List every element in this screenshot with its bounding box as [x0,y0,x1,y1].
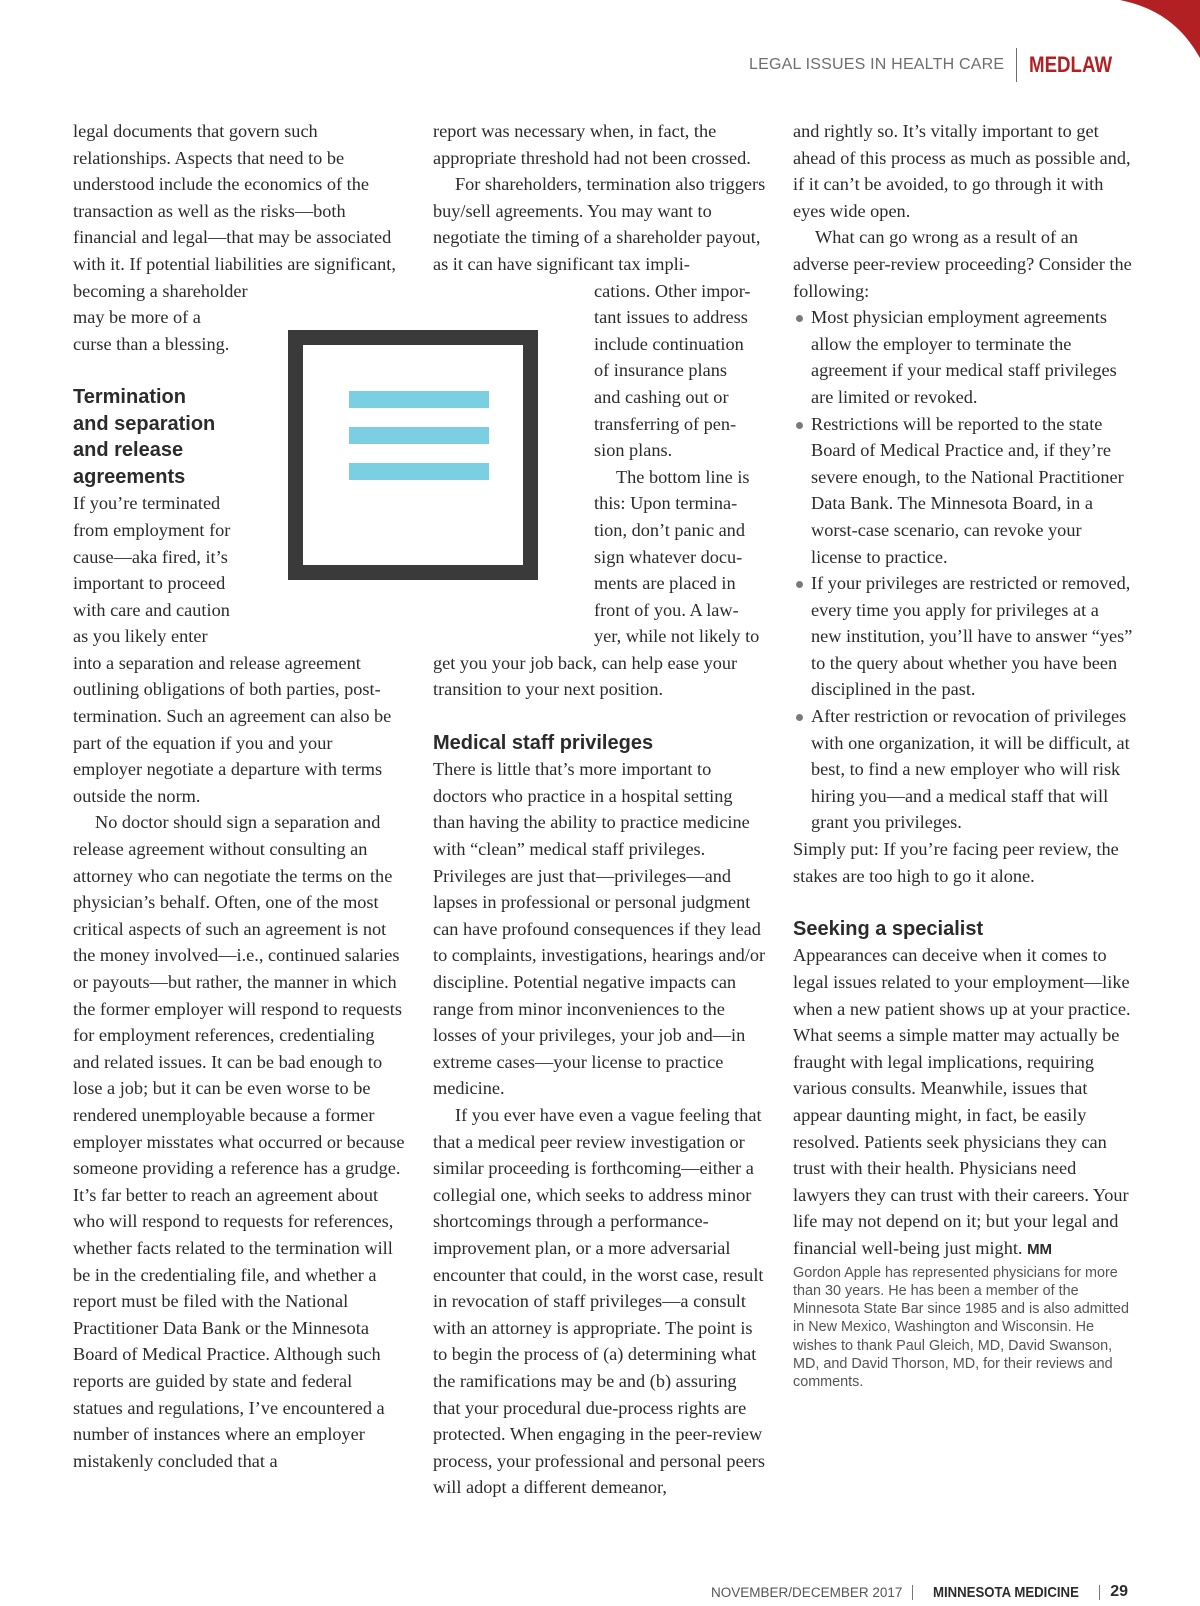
paragraph: No doctor should sign a separation and release agreement without consulting an attorney who can negotiate the terms on the physician’s behalf. Often, one of the most critical aspects of such an agreement is not the money involved—i.e., continued salaries or payouts—but rather, the manner in which the former employer will respond to requests for employment references, credentialing and related issues. It can be bad enough to lose a job; but it can be even worse to be rendered unemployable because a former employer misstates what occurred or because someone providing a reference has a grudge. It’s far better to reach an agreement about who will respond to requests for references, whether facts related to the termination will be in the credentialing file, and whether a report must be filed with the National Practitioner Data Bank or the Minnesota Board of Medical Practice. Although such reports are guided by state and federal statues and regulations, I’ve encountered a number of instances where an employer mistakenly concluded that a [73,812,405,1471]
page-number: 29 [1110,1583,1128,1600]
column-3 [793,118,1133,1392]
wrapped-text [433,278,768,650]
list-item: After restriction or revocation of privileges with one organization, it will be difficult, at best, to find a new employer who will risk hiring you—and a medical staff that will grant you privileges. [793,703,1133,836]
magazine-name: MINNESOTA MEDICINE [933,1583,1080,1601]
text-line: may be more of a [73,307,201,328]
list-item: Most physician employment agreements allow the employer to terminate the agreement if your medical staff privileges are limited or revoked. [793,304,1133,410]
text-line: cause—aka fired, it’s [73,546,228,567]
consequence-list [793,304,1133,836]
text-line: front of you. A law- [594,599,739,620]
author-bio: Gordon Apple has represented physicians for more than 30 years. He has been a member of the Minnesota State Bar since 1985 and is also admitted in New Mexico, Washington and Wisconsin. He wishes to thank Paul Gleich, MD, David Swanson, MD, and David Thorson, MD, for their reviews and comments. [793,1264,1129,1391]
footer-divider [1099,1585,1100,1600]
text-line: of insurance plans [594,360,728,381]
column-1 [73,118,405,1474]
paragraph: report was necessary when, in fact, the appropriate threshold had not been crossed. [433,121,751,168]
text-line: curse than a blessing. [73,333,230,354]
list-item: If your privileges are restricted or removed, every time you apply for privileges at a new institution, you’ll have to answer “yes” to the query about whether you have been disciplined in the past. [793,570,1133,703]
column-2 [433,118,768,1501]
paragraph: For shareholders, termination also triggers buy/sell agreements. You may want to negotiate the timing of a shareholder payout, as it can have significant tax impli- [433,174,766,274]
text-line: include continuation [594,333,744,354]
text-line: yer, while not likely to [594,626,760,647]
text-line: tion, don’t panic and [594,519,745,540]
end-mark: MM [1027,1240,1053,1258]
issue-date: NOVEMBER/DECEMBER 2017 [711,1584,903,1600]
running-head [749,48,1127,82]
section-heading-specialist: Seeking a specialist [793,917,984,940]
paragraph: What can go wrong as a result of an adverse peer-review proceeding? Consider the following: [793,227,1132,301]
paragraph-final [793,942,1133,1263]
text-line: with care and caution [73,599,230,620]
wrapped-text [73,490,245,650]
text-line: The bottom line is [616,466,750,487]
text-line: cations. Other impor- [594,280,751,301]
text-line: and cashing out or [594,386,729,407]
text-line: sign whatever docu- [594,546,743,567]
text-line: sion plans. [594,440,673,461]
corner-accent [1120,0,1200,80]
section-heading-termination [73,384,245,490]
section-label: LEGAL ISSUES IN HEALTH CARE [748,56,1005,73]
brand-label: MEDLAW [1029,52,1113,77]
heading-line: and separation [73,412,216,435]
section-heading-privileges: Medical staff privileges [433,731,654,754]
paragraph: Simply put: If you’re facing peer review, the stakes are too high to go it alone. [793,839,1119,886]
text-line: this: Upon termina- [594,493,738,514]
list-item: Restrictions will be reported to the state Board of Medical Practice and, if they’re severe enough, to the National Practitioner Data Bank. The Minnesota Board, in a worst-case scenario, can revoke your license to practice. [793,411,1133,571]
heading-line: and release [73,439,184,462]
page-footer [711,1583,1128,1601]
footer-divider [912,1585,913,1600]
paragraph: get you your job back, can help ease your transition to your next position. [433,652,738,700]
text-line: important to proceed [73,573,226,594]
heading-line: Termination [73,385,186,408]
paragraph: and rightly so. It’s vitally important to get ahead of this process as much as possible and, if it can’t be avoided, to go through it with eyes wide open. [793,121,1131,221]
paragraph-text: Appearances can deceive when it comes to legal issues related to your employment—like when a new patient shows up at your practice. What seems a simple matter may actually be fraught with legal implications, requiring various consults. Meanwhile, issues that appear daunting might, in fact, be easily resolved. Patients seek physicians they can trust with their health. Physicians need lawyers they can trust with their careers. Your life may not depend on it; but your legal and financial well-being just might. [793,945,1131,1258]
wrapped-text [73,304,245,357]
text-line: tant issues to address [594,307,748,328]
text-line: transferring of pen- [594,413,737,434]
text-line: If you’re terminated [73,493,221,514]
text-line: ments are placed in [594,573,736,594]
heading-line: agreements [73,465,186,488]
paragraph: If you ever have even a vague feeling that that a medical peer review investigation or similar proceeding is forthcoming—either a collegial one, which seeks to address minor shortcomings through a performance-improvement plan, or a more adversarial encounter that could, in the worst case, result in revocation of staff privileges—a consult with an attorney is appropriate. The point is to begin the process of (a) determining what the ramifications may be and (b) assuring that your procedural due-process rights are protected. When engaging in the peer-review process, your professional and personal peers will adopt a different demeanor, [433,1104,766,1498]
paragraph: legal documents that govern such relationships. Aspects that need to be understood include the economics of the transaction as well as the risks—both financial and legal—that may be associated with it. If potential liabilities are significant, becoming a shareholder [73,121,396,301]
text-line: from employment for [73,519,231,540]
paragraph: There is little that’s more important to doctors who practice in a hospital setting than having the ability to practice medicine with “clean” medical staff privileges. Privileges are just that—privileges—and lapses in professional or personal judgment can have profound consequences if they lead to complaints, investigations, hearings and/or discipline. Potential negative impacts can range from minor inconveniences to the losses of your privileges, your job and—in extreme cases—your license to practice medicine. [433,759,766,1099]
header-divider [1016,48,1017,82]
paragraph: into a separation and release agreement outlining obligations of both parties, post-termination. Such an agreement can also be part of the equation if you and your employer negotiate a departure with terms outside the norm. [73,652,392,806]
text-line: as you likely enter [73,626,208,647]
